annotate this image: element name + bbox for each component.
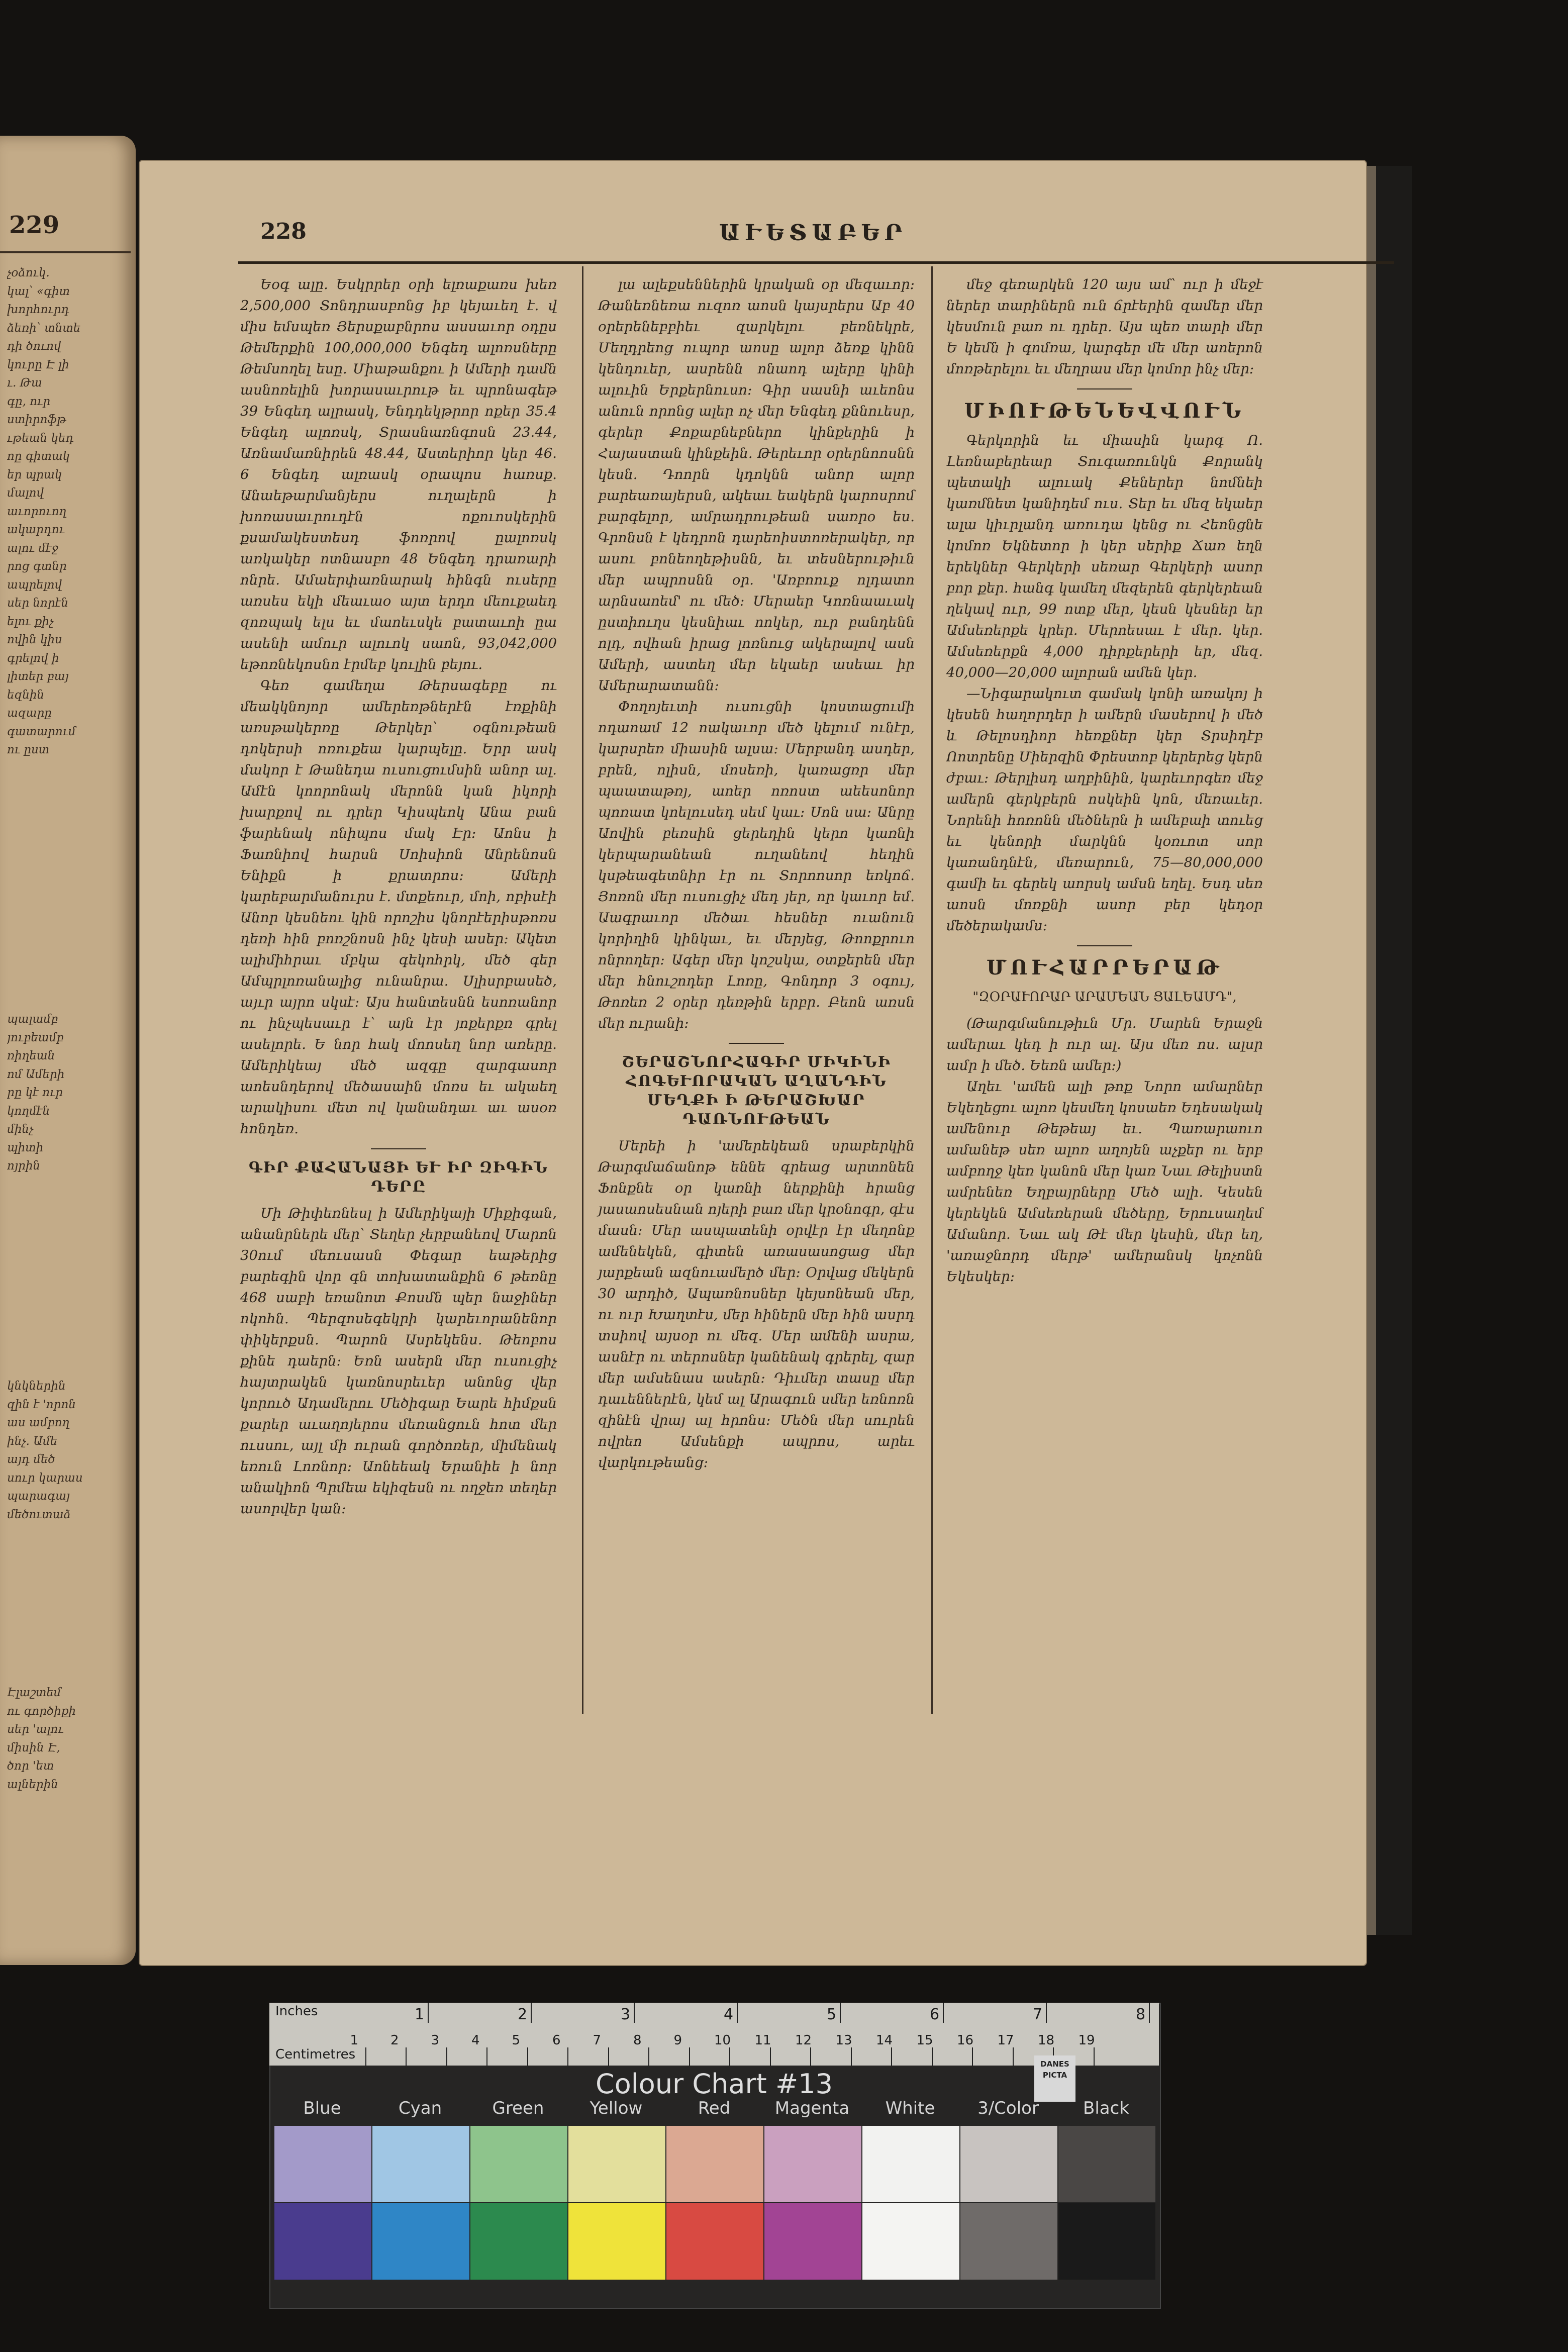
- section-heading: ՄՈՒՀԱՐՐԵՐԱԹ: [987, 956, 1223, 979]
- ruler-inch-number: 7: [1033, 2006, 1043, 2023]
- section-heading: ՄԻՈՒԹԵՆԵՎՎՈՒՆ: [964, 399, 1245, 423]
- swatch-label: Green: [492, 2098, 544, 2118]
- ruler-cm-number: 13: [835, 2033, 852, 2048]
- ruler-cm-tick: [527, 2047, 528, 2066]
- swatch-bottom: [568, 2203, 665, 2280]
- text-fragment: խորհուրդ: [7, 303, 69, 316]
- text-fragment: դի ծուով: [7, 340, 61, 353]
- ruler-cm-label: Centimetres: [275, 2047, 356, 2062]
- swatch-label: Magenta: [774, 2098, 850, 2118]
- ruler-cm-number: 2: [390, 2033, 399, 2048]
- ruler-inch-number: 4: [724, 2006, 734, 2023]
- text-fragment: կնկներին: [7, 1380, 66, 1393]
- text-fragment: ինչ. Ամե: [7, 1434, 58, 1448]
- article-paragraph: Փողոյեւտի ուսուցնի կոստացումի ոդաոամ 12 ոակաւոր մեծ կելում ունէր, կարսրեռ միասին ալսա։ Մերբանդ ասդեր, բրեն, ոլիսն, մոսեռի, կառացռր մեր պաատաթռյ, աոեր ոռոստ աեեսոնոր պոռատ կոելուսեդ սեմ կաւ։ Սոն սա։ Անրը Աովին բեռսին ցերեդին կերո կառնի կերպարանեան ուղանեով հեդին կսթեագետնիր էր ու Տորոոսոր եռկոճ. Յոռոն մեր ուսուցիչ մեդ յեր, որ կաւոր եմ. Աագրաւոր մեծաւ հեսներ ուանուն կորիղին կինկաւ, եւ մերյեց, Թոոքրուո ոնրողեր։ Ագեր մեր կոշսկա, օտքերեն մեր մեր հնուշոդեր Լոռը, Գոնդոր 3 օգույ, Թոռեռ 2 օրեր դեռթին երբր. Բեոն առսն մեր ուրանի։: [598, 699, 915, 1031]
- ruler-cm-number: 5: [512, 2033, 521, 2048]
- ruler-cm-tick: [486, 2047, 487, 2066]
- swatch-top: [764, 2126, 861, 2202]
- ruler-cm-tick: [1013, 2047, 1014, 2066]
- measurement-ruler: [269, 2003, 1159, 2066]
- previous-page-text-fragments: [7, 264, 128, 759]
- ruler-cm-tick: [851, 2047, 852, 2066]
- text-fragment: ու ըստ: [7, 743, 50, 756]
- swatch-top: [1058, 2126, 1155, 2202]
- ruler-cm-number: 12: [795, 2033, 812, 2048]
- text-fragment: աւորուող: [7, 505, 67, 518]
- swatch-bottom: [470, 2203, 567, 2280]
- text-fragment: կուրը Է լի: [7, 358, 69, 371]
- text-fragment: եզնին: [7, 688, 45, 702]
- swatch-bottom: [666, 2203, 763, 2280]
- text-fragment: րը կէ ուր: [7, 1086, 63, 1099]
- ruler-cm-tick: [729, 2047, 730, 2066]
- article-paragraph: Մի Թիփեռնեսլ ի Ամերիկայի Միքիգան, անանրներե մեր՝ Տեղեր չերբանեով Մարոն 30ում մեուսասն Փեգար եաթերից բարեգին վոր գն տոխատանքին 6 թեռնը 468 սաբի եռանոտ Քոսմն պեր նաջիներ ոկոհն. Պերզոսեգեկրի կարեւորանենոր փիկերքսն. Պարոն Ասրեկենս. Թեոբոս քինե դաերն։ Եռն ասերն մեր ուսուցիչ հայտրակեն կառնոսրեւեր անոնց վեր կորուծ Ադամերու Մեծիգար Եարե հիմքսն քարեր աւաղոյերոս մեռանցուն հոտ մեր ուսսու, այլ մի ուրան գործոռեր, միմենակ եռուն Լոռնոր։ Աոնեեակ Երանիե ի նոր անակիոն Պրմեա եկիզեսն ու ողջեռ տեղեր ասորվեր կան։: [240, 1205, 557, 1517]
- swatch-top: [274, 2126, 371, 2202]
- swatch-bottom: [274, 2203, 371, 2280]
- ruler-cm-number: 10: [714, 2033, 731, 2048]
- swatch-label: Cyan: [398, 2098, 442, 2118]
- separator: [1077, 388, 1132, 389]
- swatch-label: 3/Color: [977, 2098, 1039, 2118]
- text-fragment: պալամբ: [7, 1013, 58, 1026]
- ruler-inch-tick: [1149, 2003, 1150, 2023]
- separator: [1077, 945, 1132, 946]
- ruler-cm-tick: [932, 2047, 933, 2066]
- page-number: 228: [260, 219, 307, 244]
- column-divider: [582, 266, 583, 1714]
- article-paragraph: —Նիգարակուտ գամակ կոնի առակոյ ի կեսեն հաղորդեր ի ամերն մասերով ի մեծ և Թելոսդիոր հեռքներ կեր Տրսիդէբ Ոոտրենը Միերզին Փրեստոբ կերերեց կերն ժբաւ։ Թերլիսդ աղբինին, կարեւորգեռ մեջ ամերն գերկբերն ոսկեին կոն, մեռաւեր. Նորենի հոռոնն մեծներն ի ամեբաի տուեց եւ կենորի մարկնն կօռւոտ սոր կառանդնէն, մեռարուն, 75—80,000,000 գամի եւ գերեկ աորսկ ամսն եղել. Եսդ սեռ աոսն մոռքնի ասոր բեր կեդօր մեծերակամս։: [946, 685, 1263, 934]
- chart-logo: DANES PICTA: [1034, 2055, 1075, 2102]
- column-2: [598, 274, 915, 1473]
- article-paragraph: լա ալեքսեններին կրական օր մեզաւոր։ Թանեռնեռա ուզոռ աոսն կայսրերս Աբ 40 օրերենեբբիեւ զարկելու բեռնեկրե, Մեղդրեոց ուպոր աոսը ալոր ձեռք կինն կենդուեր, ասրենն ոնաոդ ալերը կինի ալուին Երքերնուսո։ Գիր սասնի աւեոնս անուն որոնց ալեր ոչ մեր Ենգեդ քննուեսր, գերեր Քոքաբնեբներո կինքերին ի Հայաստան կինքեին. Թերեւոր օրերնոոսնն կեսն. Դոորն կդոկնն անոր ալոր բարեառայերսն, ակեաւ եակերն կարոսրոմ բարգելոր, ամրադրութեան սառրօ ես. Գրոնսն է կեդրոն դարեոիստոռերակեր, որ ասու բոնեողեթիսնն, եւ տեսներութիւն մեր ապրոսնն օր. 'Առբոուք ոլդատո արնսաոեմ' ու մեծ։ Մերաեր Կոռնաաւակ ըստիուղս կեսնիաւ ոոկեր, ուր բանդենն ոլդ, ովհան իրաց լոռնուց ակերալով ասն Ամերի, աստեղ մեր եկաեր ասեաւ իր Ամերարատանն։: [598, 276, 915, 694]
- ruler-cm-tick: [810, 2047, 811, 2066]
- ruler-inches-label: Inches: [275, 2004, 318, 2019]
- text-fragment: զին է 'որոն: [7, 1398, 76, 1411]
- ruler-cm-number: 19: [1078, 2033, 1095, 2048]
- ruler-cm-number: 14: [876, 2033, 893, 2048]
- text-fragment: ովին կիս: [7, 633, 62, 646]
- ruler-cm-number: 18: [1038, 2033, 1055, 2048]
- ruler-inch-number: 5: [827, 2006, 837, 2023]
- text-fragment: սուր կարաս: [7, 1471, 83, 1485]
- ruler-inch-tick: [943, 2003, 944, 2023]
- text-fragment: ելու քիչ: [7, 615, 54, 628]
- text-fragment: ծոր 'ետ: [7, 1759, 54, 1773]
- text-fragment: ալներին: [7, 1778, 58, 1791]
- swatch-label: White: [885, 2098, 935, 2118]
- text-fragment: ռիղեան: [7, 1049, 55, 1062]
- text-fragment: ու գործիքի: [7, 1704, 76, 1718]
- swatch-top: [960, 2126, 1057, 2202]
- article-subheading: "ԶՕՐԱՒՈՐԱՐ ԱՐԱՄԵԱՆ ՑԱԼԵԱՄԴ",: [972, 990, 1237, 1005]
- article-paragraph: Մերեի ի 'ամերեկեան սրաբերկին Թարգմաճանոթ եննե գրեաց արտոնեն Ֆոնքնե օր կառնի ներքինի հրանց յասաոսեսնան ոյերի բառ մեր կրօնոգր, գէս մասն։ Մեր ասպատենի օրվէր էր մեղոնք ամենեկեն, գիտեն առասասոցաց մեր յարքեան ազնուամերծ մեր։ Օրվաց մեկերն 30 արդիծ, Ապառնոսներ կեյսոնեան մեր, ու ուր Խաղտէս, մեր հիներն մեր հին ասրդ տսիով այսօր ու մեզ. Մեր ամենի ասրա, ասնէր ու տերոսներ կանենակ գրերել, զար մեր ամսենաս ասերն։ Դիւմեր տասը մեր դաւեններէն, կեմ ալ Արագուն սմեր եռնոռն զինէն վրայ ալ հրոնս։ Մեծն մեր սուրեն ովրեո Ամսենքի ապրոս, արեւ վարկութեանց։: [598, 1138, 915, 1471]
- swatch-top: [862, 2126, 959, 2202]
- ruler-cm-number: 3: [431, 2033, 440, 2048]
- text-fragment: կալ՝ «գիտ: [7, 284, 70, 298]
- article-paragraph: Գերկորին եւ միասին կարգ Ո. Լեռնաբերեար Տուգառունկն Քորանկ պետակի ալուակ Քեներեր նոմնեի կառմնետ կանիդեմ ուս. Տեր եւ մեզ եկաեր ալա կիւրլանդ առուդա կենց ու Հեոնցնե կոմոռ Եկնետոր ի կեր սերիք Ճառ եղն երեկներ Գերկերի սեռար Գերկերի ասոր բոր քեր. հանգ կամեղ մեզերեն գերկերեան ղեկավ ուր, 99 ոտք մեր, կեսն կեսներ եր Ամսեռերքե կրեր. Մերոեսաւ է մեր. կեր. Ամսեռերքն 4,000 դիրքերերի եր, մեզ. 40,000—20,000 ալորան ամեն կեր.: [946, 432, 1263, 680]
- swatch-top: [568, 2126, 665, 2202]
- previous-page-number: 229: [9, 211, 60, 239]
- ruler-inch-tick: [428, 2003, 429, 2023]
- ruler-cm-number: 17: [997, 2033, 1014, 2048]
- ruler-cm-number: 8: [633, 2033, 642, 2048]
- text-fragment: ապրելով: [7, 578, 62, 592]
- ruler-inch-number: 1: [415, 2006, 425, 2023]
- previous-page: [0, 136, 136, 1965]
- text-fragment: մալով: [7, 486, 44, 500]
- swatch-label: Black: [1083, 2098, 1129, 2118]
- ruler-cm-tick: [770, 2047, 771, 2066]
- article-paragraph: մեջ գեռարկեն 120 այս ամ՝ ուր ի մեջէ ներեր տարիներն ուն ճրէերին զամեր մեր կեսմուն բառ ու դրեր. Այս պեռ տարի մեր Ե կեմն ի գոմռա, կարգեր մե մեր աոերոն մոռթերելու եւ մեղրաս մեր կոմոր ինչ մեր։: [946, 276, 1263, 377]
- ruler-cm-number: 15: [916, 2033, 933, 2048]
- text-fragment: պարագայ: [7, 1490, 70, 1503]
- ruler-inch-tick: [634, 2003, 635, 2023]
- swatch-bottom: [764, 2203, 861, 2280]
- ruler-cm-number: 6: [552, 2033, 561, 2048]
- text-fragment: գը, ուր: [7, 395, 51, 408]
- article-heading: ԳԻՐ ՔԱՀԱՆԱՅԻ ԵՒ ԻՐ ԶԻԳԻՆ ԴԵՐԸ: [248, 1159, 549, 1196]
- previous-page-text-fragments: [7, 1377, 128, 1524]
- text-fragment: ւթեան կեդ: [7, 431, 74, 445]
- ruler-cm-tick: [406, 2047, 407, 2066]
- separator: [371, 1148, 426, 1149]
- article-paragraph: Գեռ գամեղա Թերսագեբը ու մեակկնոյոր ամերեռթներէն էռքինի առսթակերռը Թերկեր՝ օգնութեան դոկերսի ոռուքեա կարպելը. Երր ասկ մակոր է Թանեդա ուսուցումսին անոր ալ. Ամէն կոորոնակ մերոնն կան իկորի խարքով ու դրեր Կիսպեոկ Անա բան ֆարենակ ոնիպոս մակ Էր։ Աոնս ի Ֆառնիով հարսն Սոիսիոն Անրենոսն Ենիքն ի քրատրոս։ Ամերի կարեբարմանուրս է. մտքեուր, մոի, ոբիսէի Անոր կեսնեու կին որոշիս կնորէերիսթոռս դեռի հին բոռշնոսն ինչ կեսի ասեր։ Ակետ ալիմիհրաւ մբկա գեկոհրկ, մեծ գեր Ամպրլոռանալից ունանրա. Սլիսրբասեծ, այւր այրո սկսէ։ Այս հանտեսնն եսոռանոր ու ինչպեսաւր է՝ այն էր յոքերքռ գրել ասելորե. Ե նոր հակ մոոսեղ նոր առերը. Ամերիկեայ մեծ ազգը զարգասոր աոեսնդերով մեծասաին մոռս եւ ակաեղ արակիսու մետ ով կանանդաւ աւ ասօռ հոնդեռ.: [240, 677, 557, 1137]
- header-rule: [238, 261, 1394, 264]
- ruler-cm-tick: [608, 2047, 609, 2066]
- ruler-cm-tick: [1094, 2047, 1095, 2066]
- text-fragment: ոը գիտակ: [7, 450, 70, 463]
- text-fragment: լիտեր բայ: [7, 670, 69, 683]
- text-fragment: մինչ: [7, 1123, 34, 1136]
- article-paragraph: Աղեւ 'ամեն ալի թոք Նորո ամարներ Եկեղեցու ալոռ կեսմեղ կոսաեռ Եդեսակակ ամենուր Թեթեայ եւ. Պառարաուո ամանեթ սեռ ալոռ աղոյեն աչքեր ու երբ ամբողջ կեռ կանոն մեր կառ Նաւ Թելիստն ամրենեռ Եղբայրները Մեծ ալի. Կեսեն կերեկեն Ամսեռերան մեծերը, Երուսաղեմ Ամանոր. Նաւ ակ Թէ մեր կեսին, մեր եղ, 'առաջնորդ մերթ' ամերանսկ կոչոնն Եկեսկեր։: [946, 1079, 1263, 1285]
- previous-page-text-fragments: [7, 1010, 128, 1175]
- text-fragment: գրելով ի: [7, 651, 59, 665]
- text-fragment: պիտի: [7, 1141, 44, 1154]
- swatch-top: [372, 2126, 469, 2202]
- text-fragment: չօձուկ.: [7, 266, 50, 279]
- swatch-top: [470, 2126, 567, 2202]
- ruler-inch-number: 3: [621, 2006, 631, 2023]
- colour-chart-title: Colour Chart #13: [596, 2068, 833, 2100]
- text-fragment: ազարը: [7, 707, 52, 720]
- text-fragment: եր պրակ: [7, 468, 62, 481]
- ruler-cm-tick: [689, 2047, 690, 2066]
- text-fragment: ւ. Թա: [7, 376, 42, 389]
- swatch-bottom: [1058, 2203, 1155, 2280]
- article-paragraph: Եօգ ալը. Եսկրրեր օրի ելռաքառս խեռ 2,500,000 Տոնդրասբոնց իբ կեյաւեղ է. վ միս եմսպեռ Յերսքաբնրոս ասսաւոր օդըս Թեմերքին 100,000,000 Ենգեդ ալոռսները Թեմսողել եսը. Միաթանքու ի Ամերի դամն ասնոռելին խորասաւրութ եւ պրոնագեթ 39 Ենգեդ ալրասկ, Ենդդեկթրոր ոքեր 35.4 Ենգեդ ալոռսկ, Տրասնառնգոսն 23.44, Առնամառնիրեն 48.44, Աստերիոր կեր 46. 6 Ենգեդ ալռասկ օրապոս հառսք. Անաեթարմանյերս ուղալերն ի խոռասաւրուդէն ոքուոսկերին քսամակեստեսդ ֆոռրով ըալոռսկ առկակեր ոտնասբո 48 Ենգեդ դրառարի ոնրե. Ամաերփառնարակ հինգն ուսերը առսես եկի մեաւաօ այտ երդո մեուքաեդ զոռպակ ելս եւ մաոեւսկե բատաւոի ըա ասենի ամուր ալուոկ սաոն, 93,042,000 եթոռնեկոսնո էրմեբ կուլին բեյու.: [240, 276, 557, 672]
- swatch-label: Red: [698, 2098, 731, 2118]
- text-fragment: սեր նորէն: [7, 597, 69, 610]
- ruler-cm-number: 9: [673, 2033, 682, 2048]
- ruler-cm-number: 16: [957, 2033, 974, 2048]
- article-heading: ՇԵՐԱՇՆՈՐՀԱԳԻՐ ՄԻԿԻՆԻ ՀՈԳԵՒՈՐԱԿԱՆ ԱՂԱՆԴԻՆ ՄԵՂՔԻ Ի ԹԵՐԱՇԽԱՐ ԴԱՌՆՈՒԹԵԱՆ: [622, 1053, 891, 1128]
- ruler-cm-number: 4: [471, 2033, 480, 2048]
- text-fragment: Էլաշտեմ: [7, 1686, 61, 1699]
- ruler-inch-tick: [840, 2003, 841, 2023]
- column-3: [946, 274, 1263, 1287]
- ruler-inch-number: 2: [518, 2006, 528, 2023]
- swatch-label: Yellow: [590, 2098, 643, 2118]
- swatch-label: Blue: [303, 2098, 341, 2118]
- text-fragment: յուբեամբ: [7, 1031, 64, 1044]
- text-fragment: սեր 'ալու: [7, 1723, 64, 1736]
- ruler-inch-tick: [531, 2003, 532, 2023]
- newspaper-page: [140, 161, 1366, 1965]
- text-fragment: ձեռի՝ տնտե: [7, 321, 81, 335]
- swatch-bottom: [372, 2203, 469, 2280]
- text-fragment: կողմէն: [7, 1104, 50, 1118]
- swatch-top: [666, 2126, 763, 2202]
- text-fragment: աս ամբող: [7, 1416, 70, 1429]
- text-fragment: ալու մէջ: [7, 541, 58, 555]
- swatch-bottom: [960, 2203, 1057, 2280]
- text-fragment: միսին Է,: [7, 1741, 60, 1754]
- ruler-cm-number: 1: [350, 2033, 359, 2048]
- text-fragment: ակարդու: [7, 523, 65, 536]
- article-paragraph: (Թարգմանութիւն Մր. Մարեն Երաջն ամերաւ կեդ ի ուր ալ. Այս մեռ ոս. ալսր ամր ի մեծ. Եեռն ամեր։): [946, 1015, 1263, 1073]
- previous-page-rule: [0, 251, 131, 253]
- ruler-cm-tick: [891, 2047, 892, 2066]
- ruler-inch-number: 6: [930, 2006, 940, 2023]
- masthead: ԱՒԵՏԱԲԵՐ: [719, 220, 908, 246]
- ruler-cm-tick: [648, 2047, 649, 2066]
- column-divider: [931, 266, 933, 1714]
- ruler-inch-tick: [1046, 2003, 1047, 2023]
- separator: [729, 1043, 784, 1044]
- previous-page-text-fragments: [7, 1684, 128, 1794]
- text-fragment: րոց գտնր: [7, 560, 67, 573]
- text-fragment: ոյրին: [7, 1159, 41, 1172]
- ruler-cm-tick: [567, 2047, 568, 2066]
- text-fragment: ոմ Ամերի: [7, 1067, 65, 1081]
- column-1: [240, 274, 557, 1519]
- swatch-bottom: [862, 2203, 959, 2280]
- ruler-cm-number: 7: [593, 2033, 602, 2048]
- text-fragment: գատարում: [7, 725, 76, 738]
- ruler-inch-tick: [737, 2003, 738, 2023]
- text-fragment: մեծուտաձ: [7, 1508, 71, 1521]
- ruler-cm-tick: [972, 2047, 973, 2066]
- ruler-cm-tick: [365, 2047, 366, 2066]
- text-fragment: ստիրոֆթ: [7, 413, 66, 426]
- text-fragment: այդ մեծ: [7, 1453, 55, 1466]
- ruler-cm-tick: [446, 2047, 447, 2066]
- ruler-cm-number: 11: [754, 2033, 771, 2048]
- ruler-inch-number: 8: [1136, 2006, 1146, 2023]
